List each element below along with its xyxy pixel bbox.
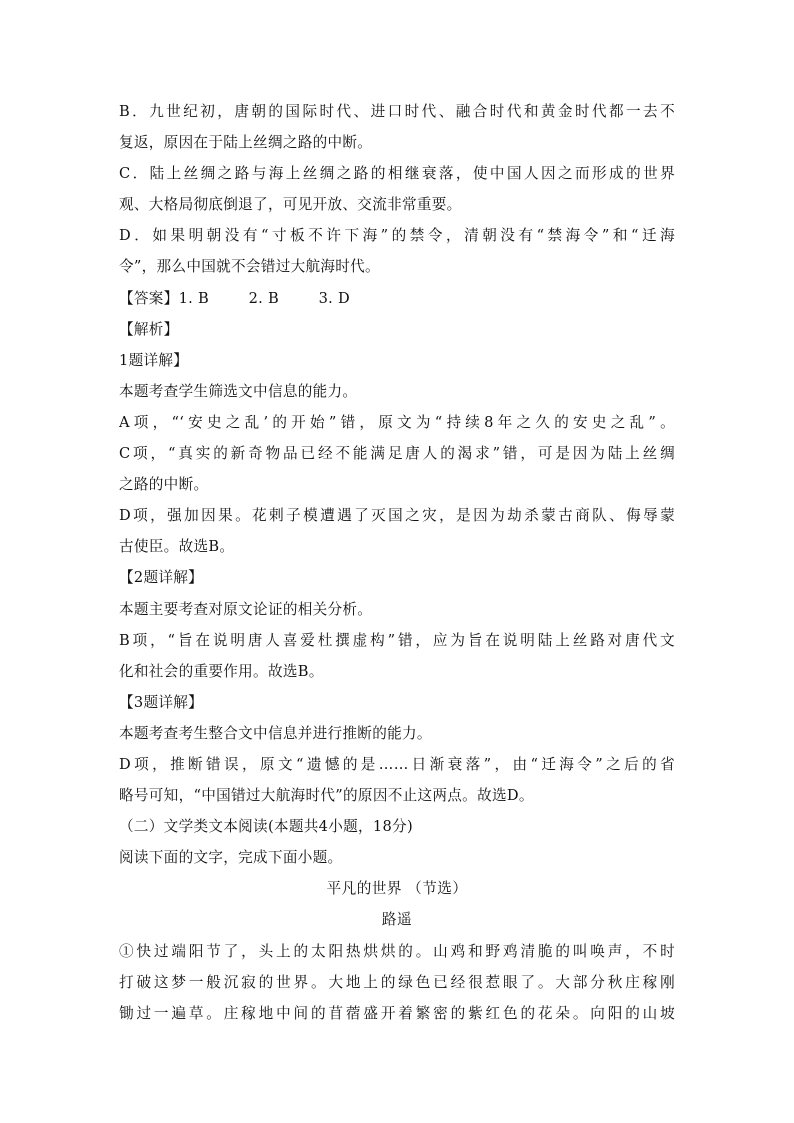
text-line: 锄过一遍草。庄稼地中间的苜蓿盛开着繁密的紫红色的花朵。向阳的山坡 <box>119 1004 675 1022</box>
text-line: D．如果明朝没有“寸板不许下海”的禁令，清朝没有“禁海令”和“迁海 <box>119 227 675 245</box>
text-line: 观、大格局彻底倒退了，可见开放、交流非常重要。 <box>119 196 462 214</box>
text-line: 【解析】 <box>119 320 179 338</box>
text-line: 本题主要考查对原文论证的相关分析。 <box>119 600 373 618</box>
text-line: （二）文学类文本阅读(本题共4小题，18分) <box>119 818 413 836</box>
text-line: C项，“真实的新奇物品已经不能满足唐人的渴求”错，可是因为陆上丝绸 <box>119 445 675 463</box>
text-line: B项，“旨在说明唐人喜爱杜撰虚构”错，应为旨在说明陆上丝路对唐代文 <box>119 631 675 649</box>
text-line: D项，推断错误，原文“遗憾的是……日渐衰落”，由“迁海令”之后的省 <box>119 755 675 773</box>
text-line: B．九世纪初，唐朝的国际时代、进口时代、融合时代和黄金时代都一去不 <box>119 103 675 120</box>
text-line: 本题考查学生筛选文中信息的能力。 <box>119 382 358 400</box>
text-line: A项，“‘安史之乱’的开始”错，原文为“持续8年之久的安史之乱”。 <box>119 413 675 431</box>
text-line: C．陆上丝绸之路与海上丝绸之路的相继衰落，使中国人因之而形成的世界 <box>119 165 675 183</box>
text-line: 打破这梦一般沉寂的世界。大地上的绿色已经很惹眼了。大部分秋庄稼刚 <box>119 973 675 991</box>
text-body <box>119 96 675 1029</box>
heading-line: 平凡的世界 （节选） <box>326 880 468 898</box>
text-line: 令”，那么中国就不会错过大航海时代。 <box>119 258 380 276</box>
text-line: 化和社会的重要作用。故选B。 <box>119 662 324 680</box>
text-line: ①快过端阳节了，头上的太阳热烘烘的。山鸡和野鸡清脆的叫唤声，不时 <box>119 942 675 960</box>
text-line: D项，强加因果。花剌子模遭遇了灭国之灾，是因为劫杀蒙古商队、侮辱蒙 <box>119 507 675 525</box>
text-line: 复返，原因在于陆上丝绸之路的中断。 <box>119 134 373 152</box>
document-page <box>119 96 675 1029</box>
text-line: 略号可知，“中国错过大航海时代”的原因不止这两点。故选D。 <box>119 787 534 805</box>
text-line: 【2题详解】 <box>119 569 204 587</box>
text-line: 【3题详解】 <box>119 693 204 711</box>
text-line: 【答案】1. B 2. B 3. D <box>119 289 351 307</box>
text-line: 古使臣。故选B。 <box>119 538 235 556</box>
heading-line: 路遥 <box>381 911 413 929</box>
text-line: 1题详解】 <box>119 351 189 369</box>
text-line: 之路的中断。 <box>119 476 209 494</box>
text-line: 本题考查考生整合文中信息并进行推断的能力。 <box>119 724 432 742</box>
text-line: 阅读下面的文字，完成下面小题。 <box>119 849 343 867</box>
